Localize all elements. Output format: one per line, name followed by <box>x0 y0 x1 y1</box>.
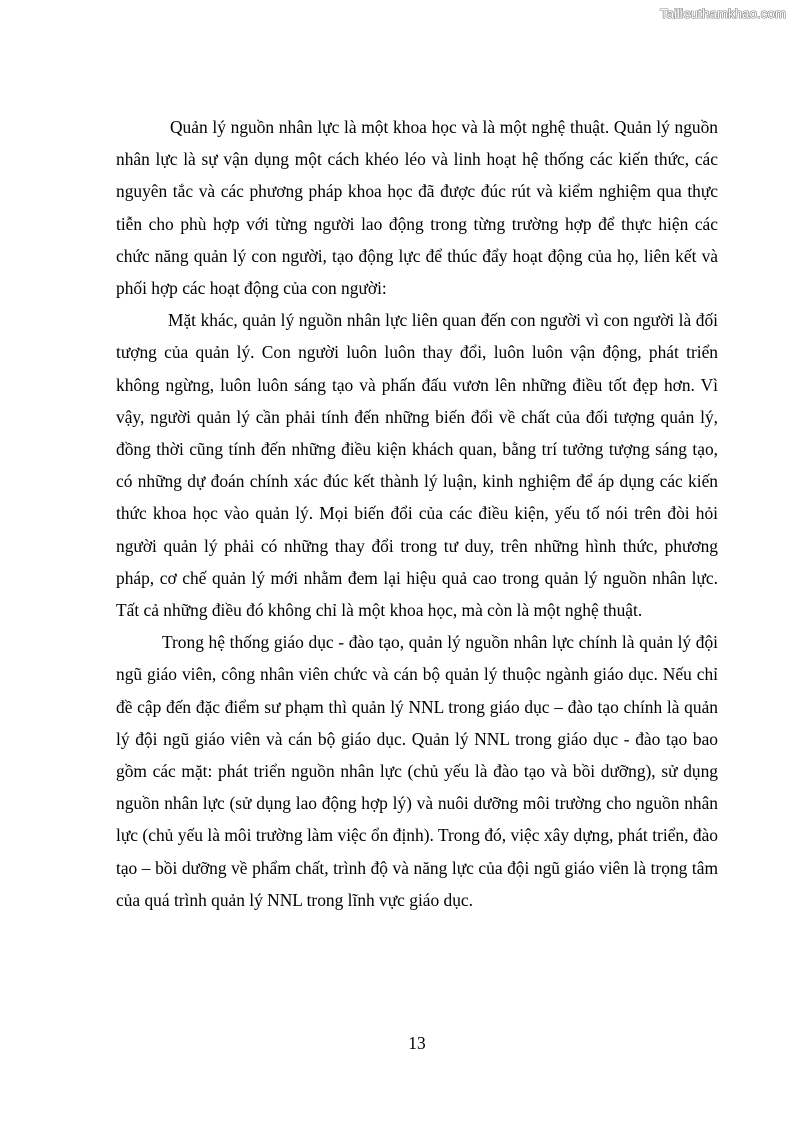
watermark-text: Tailieuthamkhao.com <box>660 6 786 21</box>
paragraph-2: Mặt khác, quản lý nguồn nhân lực liên quan đến con người vì con người là đối tượng của quản lý. Con người luôn luôn thay đổi, luôn luôn vận động, phát triển không ngừng, luôn luôn sáng tạo và phấn đấu vươn lên những điều tốt đẹp hơn. Vì vậy, người quản lý cần phải tính đến những biến đổi về chất của đối tượng quản lý, đồng thời cũng tính đến những điều kiện khách quan, bằng trí tưởng tượng sáng tạo, có những dự đoán chính xác đúc kết thành lý luận, kinh nghiệm để áp dụng các kiến thức khoa học vào quản lý. Mọi biến đổi của các điều kiện, yếu tố nói trên đòi hỏi người quản lý phải có những thay đổi trong tư duy, trên những hình thức, phương pháp, cơ chế quản lý mới nhằm đem lại hiệu quả cao trong quản lý nguồn nhân lực. Tất cả những điều đó không chỉ là một khoa học, mà còn là một nghệ thuật. <box>116 310 718 621</box>
page-body <box>116 111 718 916</box>
page-number: 13 <box>408 1033 426 1053</box>
paragraph-1: Quản lý nguồn nhân lực là một khoa học và là một nghệ thuật. Quản lý nguồn nhân lực là sự vận dụng một cách khéo léo và linh hoạt hệ thống các kiến thức, các nguyên tắc và các phương pháp khoa học đã được đúc rút và kiểm nghiệm qua thực tiễn cho phù hợp với từng người lao động trong từng trường hợp để thực hiện các chức năng quản lý con người, tạo động lực để thúc đẩy hoạt động của họ, liên kết và phối hợp các hoạt động của con người: <box>116 117 718 299</box>
paragraph-3: Trong hệ thống giáo dục - đào tạo, quản lý nguồn nhân lực chính là quản lý đội ngũ giáo viên, công nhân viên chức và cán bộ quản lý thuộc ngành giáo dục. Nếu chỉ đề cập đến đặc điểm sư phạm thì quản lý NNL trong giáo dục – đào tạo chính là quản lý đội ngũ giáo viên và cán bộ giáo dục. Quản lý NNL trong giáo dục - đào tạo bao gồm các mặt: phát triển nguồn nhân lực (chủ yếu là đào tạo và bồi dưỡng), sử dụng nguồn nhân lực (sử dụng lao động hợp lý) và nuôi dưỡng môi trường cho nguồn nhân lực (chủ yếu là môi trường làm việc ổn định). Trong đó, việc xây dựng, phát triển, đào tạo – bồi dưỡng về phẩm chất, trình độ và năng lực của đội ngũ giáo viên là trọng tâm của quá trình quản lý NNL trong lĩnh vực giáo dục. <box>116 632 718 910</box>
